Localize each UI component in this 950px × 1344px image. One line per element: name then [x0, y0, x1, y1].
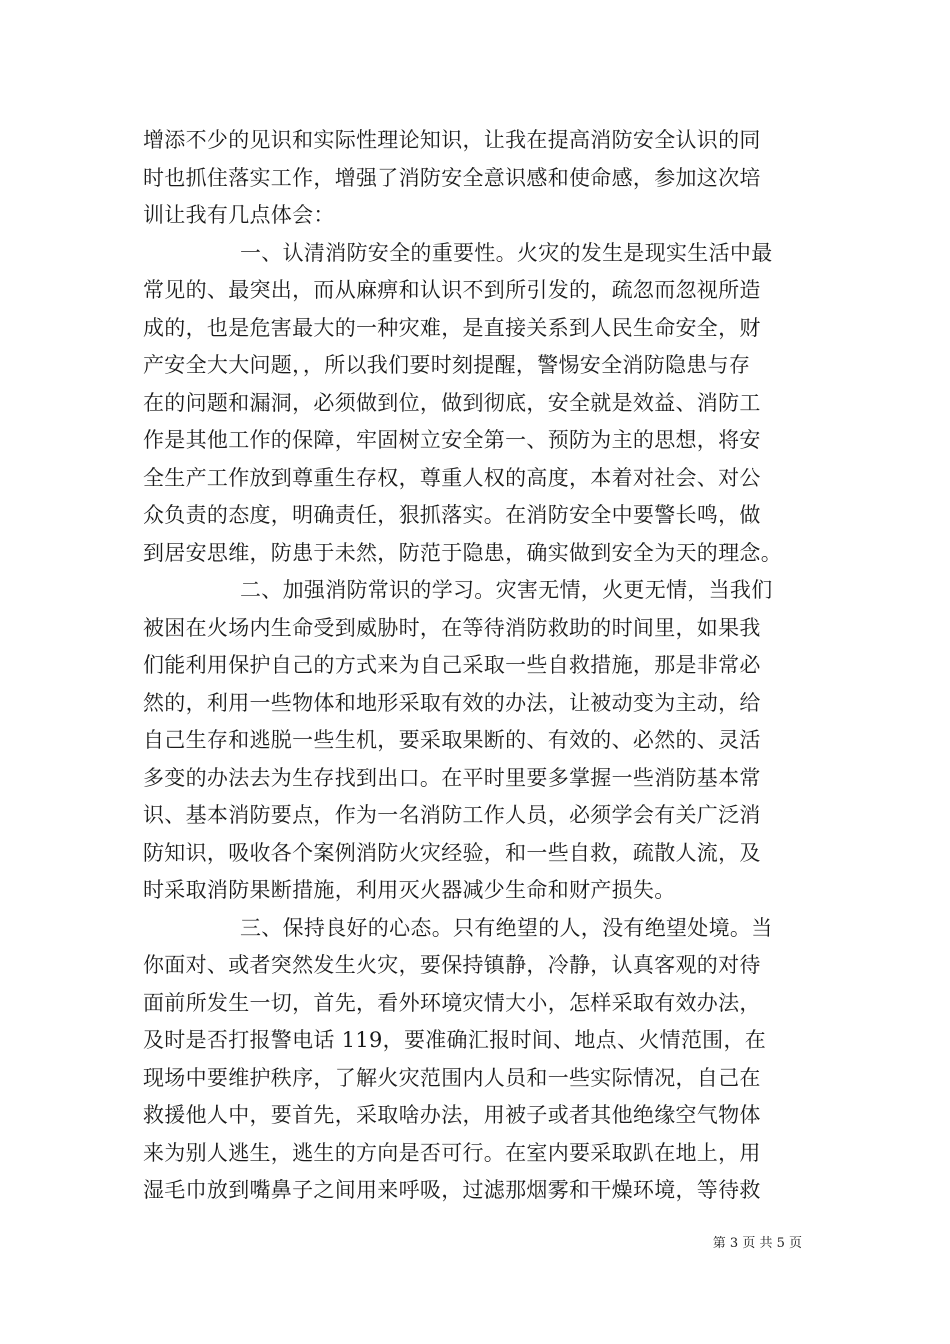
text-line: 在的问题和漏洞，必须做到位，做到彻底，安全就是效益、消防工 — [143, 390, 761, 415]
section-heading-line: 二、加强消防常识的学习。灾害无情，火更无情，当我们 — [240, 578, 773, 602]
text-line: 全生产工作放到尊重生存权，尊重人权的高度，本着对社会、对公 — [143, 465, 761, 490]
text-line: 现场中要维护秩序，了解火灾范围内人员和一些实际情况，自己在 — [143, 1065, 761, 1090]
text-line: 防知识，吸收各个案例消防火灾经验，和一些自救，疏散人流，及 — [143, 840, 761, 865]
text-line: 成的，也是危害最大的一种灾难，是直接关系到人民生命安全，财 — [143, 315, 761, 340]
text-line: 们能利用保护自己的方式来为自己采取一些自救措施，那是非常必 — [143, 653, 761, 677]
text-line: 多变的办法去为生存找到出口。在平时里要多掌握一些消防基本常 — [143, 765, 761, 790]
text-line: 及时是否打报警电话 119，要准确汇报时间、地点、火情范围，在 — [143, 1028, 767, 1052]
text-line: 湿毛巾放到嘴鼻子之间用来呼吸，过滤那烟雾和干燥环境，等待救 — [143, 1178, 761, 1202]
text-line: 面前所发生一切，首先，看外环境灾情大小，怎样采取有效办法， — [143, 990, 761, 1015]
text-line: 时也抓住落实工作，增强了消防安全意识感和使命感，参加这次培 — [143, 165, 761, 190]
text-line: 自己生存和逃脱一些生机，要采取果断的、有效的、必然的、灵活 — [143, 728, 761, 752]
text-line: 众负责的态度，明确责任，狠抓落实。在消防安全中要警长鸣，做 — [143, 503, 761, 527]
text-line: 然的，利用一些物体和地形采取有效的办法，让被动变为主动，给 — [143, 690, 761, 715]
section-heading-line: 一、认清消防安全的重要性。火灾的发生是现实生活中最 — [240, 240, 773, 265]
text-line: 救援他人中，要首先，采取啥办法，用被子或者其他绝缘空气物体 — [143, 1103, 761, 1127]
text-line: 识、基本消防要点，作为一名消防工作人员，必须学会有关广泛消 — [143, 803, 761, 827]
text-line: 作是其他工作的保障，牢固树立安全第一、预防为主的思想，将安 — [143, 428, 761, 452]
text-line: 常见的、最突出，而从麻痹和认识不到所引发的，疏忽而忽视所造 — [143, 278, 761, 302]
body-text — [143, 122, 811, 1210]
text-line: 训让我有几点体会： — [143, 203, 335, 227]
text-line: 被困在火场内生命受到威胁时，在等待消防救助的时间里，如果我 — [143, 615, 761, 640]
page-number-footer: 第 3 页 共 5 页 — [712, 1236, 802, 1251]
text-line: 产安全大大问题，，所以我们要时刻提醒，警惕安全消防隐患与存 — [143, 353, 751, 377]
text-line: 你面对、或者突然发生火灾，要保持镇静，冷静，认真客观的对待 — [143, 953, 761, 977]
text-line: 时采取消防果断措施，利用灭火器减少生命和财产损失。 — [143, 878, 676, 902]
section-heading-line: 三、保持良好的心态。只有绝望的人，没有绝望处境。当 — [240, 915, 773, 940]
text-line: 来为别人逃生，逃生的方向是否可行。在室内要采取趴在地上，用 — [143, 1140, 761, 1165]
text-line: 增添不少的见识和实际性理论知识，让我在提高消防安全认识的同 — [143, 128, 761, 152]
text-line: 到居安思维，防患于未然，防范于隐患，确实做到安全为天的理念。 — [143, 540, 782, 565]
